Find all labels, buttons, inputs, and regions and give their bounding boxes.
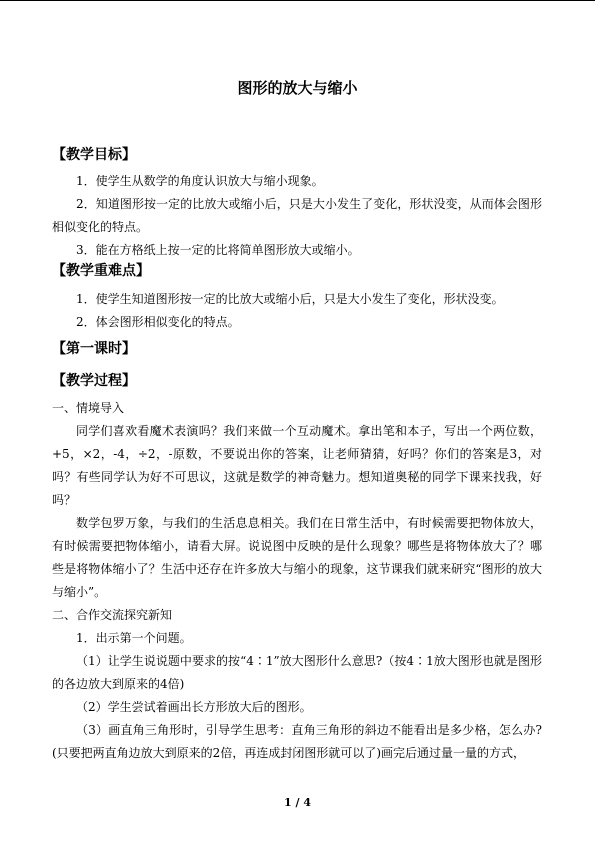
question-1: （1）让学生说说题中要求的按“4∶1”放大图形什么意思?（按4∶1放大图形也就是图形的各边放大到原来的4倍): [52, 654, 542, 691]
part2-title: 二、合作交流探究新知: [52, 608, 173, 622]
part1-paragraph-1: 同学们喜欢看魔术表演吗？我们来做一个互动魔术。拿出笔和本子，写出一个两位数，+5，×2，-4，÷2，-原数，不要说出你的答案，让老师猜猜，好吗？你们的答案是3，对吗？有些同学认为好不可思议，这就是数学的神奇魅力。想知道奥秘的同学下课来找我，好吗？: [52, 424, 542, 507]
part1-title: 一、情境导入: [52, 401, 125, 415]
goal-item-2: 2．知道图形按一定的比放大或缩小后，只是大小发生了变化，形状没变，从而体会图形相似变化的特点。: [52, 197, 542, 234]
keypoints-heading: 【教学重难点】: [52, 263, 150, 279]
question-2: （2）学生尝试着画出长方形放大后的图形。: [76, 700, 312, 714]
goals-heading: 【教学目标】: [52, 147, 136, 163]
keypoint-item-1: 1．使学生知道图形按一定的比放大或缩小后，只是大小发生了变化，形状没变。: [76, 292, 504, 306]
keypoint-item-2: 2．体会图形相似变化的特点。: [76, 315, 240, 329]
page-number: 1 / 4: [284, 796, 311, 809]
lesson-heading: 【第一课时】: [52, 341, 136, 357]
goal-item-1: 1．使学生从数学的角度认识放大与缩小现象。: [76, 174, 324, 188]
step-1: 1．出示第一个问题。: [76, 631, 192, 645]
document-title: 图形的放大与缩小: [237, 79, 358, 97]
goal-item-3: 3．能在方格纸上按一定的比将简单图形放大或缩小。: [76, 243, 360, 257]
process-content: [52, 397, 542, 765]
keypoints-list: [52, 288, 542, 334]
process-heading: 【教学过程】: [52, 373, 136, 389]
goals-list: [52, 170, 542, 262]
part1-paragraph-2: 数学包罗万象，与我们的生活息息相关。我们在日常生活中，有时候需要把物体放大，有时候需要把物体缩小，请看大屏。说说图中反映的是什么现象？哪些是将物体放大了？哪些是将物体缩小了？生活中还存在许多放大与缩小的现象，这节课我们就来研究“图形的放大与缩小”。: [52, 516, 542, 599]
question-3: （3）画直角三角形时，引导学生思考：直角三角形的斜边不能看出是多少格，怎么办?(只要把两直角边放大到原来的2倍，再连成封闭图形就可以了)画完后通过量一量的方式，: [52, 723, 542, 760]
top-border-line: [0, 0, 595, 1]
